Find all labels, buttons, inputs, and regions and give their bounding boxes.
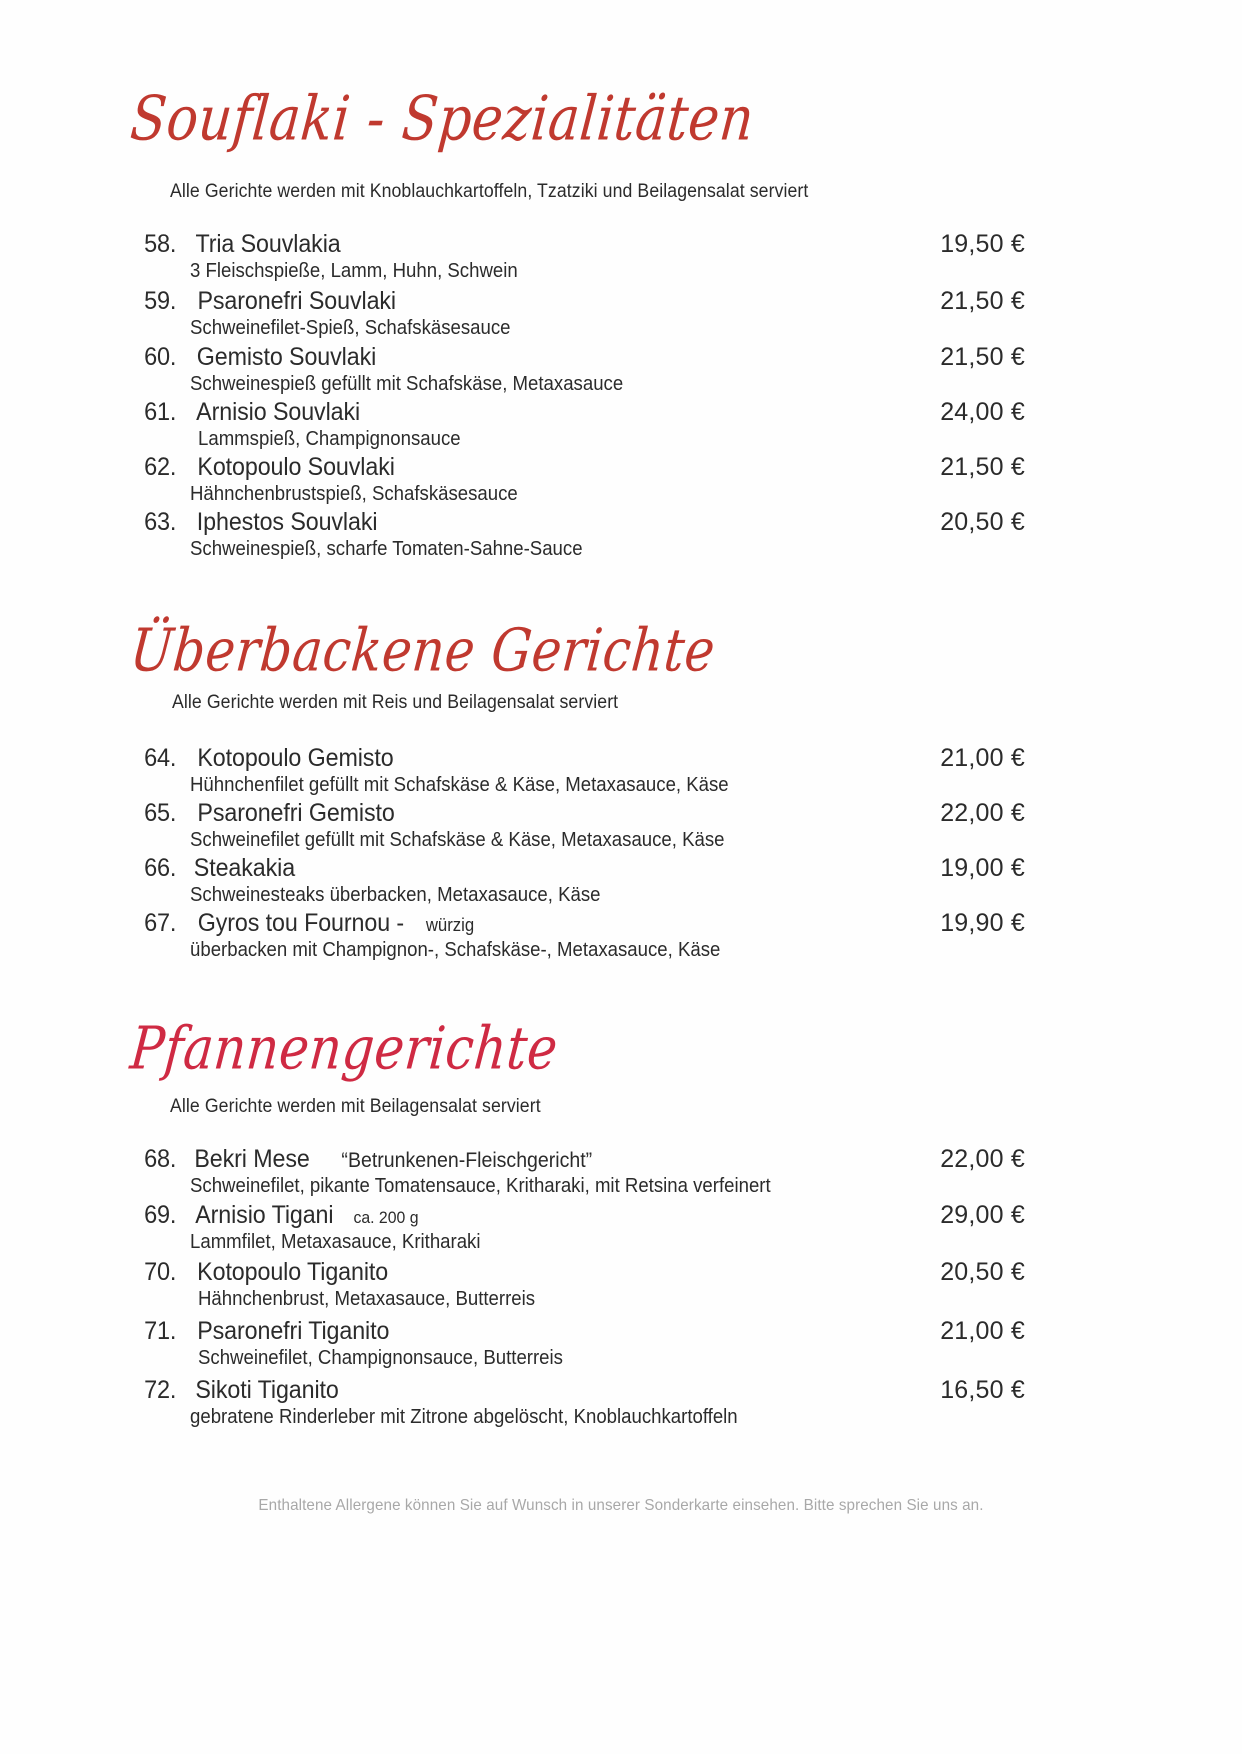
item-name: Kotopoulo Gemisto bbox=[197, 744, 394, 772]
item-description: Lammfilet, Metaxasauce, Kritharaki bbox=[190, 1231, 481, 1253]
item-name: Gyros tou Fournou - bbox=[197, 909, 405, 937]
item-description: Schweinespieß, scharfe Tomaten-Sahne-Sauce bbox=[190, 538, 583, 560]
item-qualifier: würzig bbox=[425, 915, 475, 935]
item-number: 58. bbox=[144, 230, 177, 258]
section-title-pfannengerichte: Pfannengerichte bbox=[127, 1014, 561, 1083]
item-price: 20,50 € bbox=[940, 508, 1025, 536]
item-description: Lammspieß, Champignonsauce bbox=[198, 428, 461, 450]
item-price: 19,50 € bbox=[940, 230, 1025, 258]
item-price: 21,50 € bbox=[940, 453, 1025, 481]
item-description: überbacken mit Champignon-, Schafskäse-, Metaxasauce, Käse bbox=[190, 939, 721, 961]
item-price: 16,50 € bbox=[940, 1376, 1025, 1404]
item-name: Kotopoulo Souvlaki bbox=[197, 453, 395, 481]
section-note-ueberbackene: Alle Gerichte werden mit Reis und Beilagensalat serviert bbox=[172, 692, 619, 713]
item-name: Psaronefri Souvlaki bbox=[197, 287, 397, 315]
allergen-note: Enthaltene Allergene können Sie auf Wunsch in unserer Sonderkarte einsehen. Bitte sprechen Sie uns an. bbox=[258, 1497, 984, 1514]
menu-item[interactable] bbox=[120, 230, 1025, 283]
menu-item[interactable] bbox=[120, 453, 1025, 506]
item-name: Psaronefri Tiganito bbox=[197, 1317, 390, 1345]
item-list-pfannengerichte bbox=[120, 1145, 1025, 1431]
item-number: 62. bbox=[144, 453, 177, 481]
item-description: gebratene Rinderleber mit Zitrone abgelöscht, Knoblauchkartoffeln bbox=[190, 1406, 738, 1428]
item-name: Steakakia bbox=[193, 854, 296, 882]
item-description: Schweinefilet-Spieß, Schafskäsesauce bbox=[190, 317, 511, 339]
item-qualifier: “Betrunkenen-Fleischgericht” bbox=[341, 1149, 593, 1172]
item-name: Sikoti Tiganito bbox=[195, 1376, 339, 1404]
item-number: 71. bbox=[144, 1317, 177, 1345]
item-price: 20,50 € bbox=[940, 1258, 1025, 1286]
menu-item[interactable] bbox=[120, 287, 1025, 340]
menu-item[interactable] bbox=[120, 744, 1025, 797]
item-name: Gemisto Souvlaki bbox=[196, 343, 377, 371]
item-qualifier: ca. 200 g bbox=[353, 1208, 419, 1227]
menu-item[interactable] bbox=[120, 1201, 1025, 1254]
item-number: 69. bbox=[144, 1201, 177, 1229]
item-price: 22,00 € bbox=[940, 799, 1025, 827]
item-name: Arnisio Souvlaki bbox=[196, 398, 361, 426]
menu-item[interactable] bbox=[120, 343, 1025, 396]
item-name: Bekri Mese bbox=[194, 1145, 310, 1173]
item-price: 19,00 € bbox=[940, 854, 1025, 882]
item-description: Schweinefilet gefüllt mit Schafskäse & Käse, Metaxasauce, Käse bbox=[190, 829, 725, 851]
menu-item[interactable] bbox=[120, 1376, 1025, 1429]
section-note-pfannengerichte: Alle Gerichte werden mit Beilagensalat serviert bbox=[170, 1096, 541, 1117]
menu-item[interactable] bbox=[120, 1317, 1025, 1370]
item-number: 70. bbox=[144, 1258, 177, 1286]
section-title-ueberbackene: Überbackene Gerichte bbox=[127, 616, 719, 685]
item-name: Psaronefri Gemisto bbox=[197, 799, 395, 827]
item-list-souflaki bbox=[120, 230, 1025, 563]
item-number: 64. bbox=[144, 744, 177, 772]
item-name: Tria Souvlakia bbox=[195, 230, 341, 258]
item-number: 61. bbox=[144, 398, 177, 426]
menu-item[interactable] bbox=[120, 854, 1025, 907]
item-price: 29,00 € bbox=[940, 1201, 1025, 1229]
menu-item[interactable] bbox=[120, 799, 1025, 852]
menu-item[interactable] bbox=[120, 508, 1025, 561]
section-note-souflaki: Alle Gerichte werden mit Knoblauchkartoffeln, Tzatziki und Beilagensalat serviert bbox=[170, 181, 809, 202]
section-title-souflaki: Souflaki - Spezialitäten bbox=[127, 83, 757, 155]
menu-item[interactable] bbox=[120, 909, 1025, 962]
item-description: Hähnchenbrustspieß, Schafskäsesauce bbox=[190, 483, 518, 505]
item-description: Schweinefilet, pikante Tomatensauce, Kritharaki, mit Retsina verfeinert bbox=[190, 1175, 771, 1197]
item-price: 21,50 € bbox=[940, 287, 1025, 315]
item-number: 66. bbox=[144, 854, 177, 882]
item-name: Iphestos Souvlaki bbox=[196, 508, 378, 536]
item-description: Schweinefilet, Champignonsauce, Butterreis bbox=[198, 1347, 563, 1369]
item-number: 59. bbox=[144, 287, 177, 315]
item-description: Hühnchenfilet gefüllt mit Schafskäse & Käse, Metaxasauce, Käse bbox=[190, 774, 729, 796]
menu-item[interactable] bbox=[120, 1258, 1025, 1311]
item-number: 68. bbox=[144, 1145, 177, 1173]
item-price: 21,00 € bbox=[940, 1317, 1025, 1345]
item-name: Kotopoulo Tiganito bbox=[197, 1258, 389, 1286]
menu-item[interactable] bbox=[120, 1145, 1025, 1198]
item-price: 21,50 € bbox=[940, 343, 1025, 371]
item-description: Schweinesteaks überbacken, Metaxasauce, Käse bbox=[190, 884, 601, 906]
item-price: 22,00 € bbox=[940, 1145, 1025, 1173]
item-number: 63. bbox=[144, 508, 177, 536]
item-name: Arnisio Tigani bbox=[195, 1201, 334, 1229]
item-price: 21,00 € bbox=[940, 744, 1025, 772]
item-list-ueberbackene bbox=[120, 744, 1025, 964]
item-price: 19,90 € bbox=[940, 909, 1025, 937]
item-number: 60. bbox=[144, 343, 177, 371]
item-number: 65. bbox=[144, 799, 177, 827]
item-number: 67. bbox=[144, 909, 177, 937]
item-description: Schweinespieß gefüllt mit Schafskäse, Metaxasauce bbox=[190, 373, 624, 395]
item-description: Hähnchenbrust, Metaxasauce, Butterreis bbox=[198, 1288, 536, 1310]
item-description: 3 Fleischspieße, Lamm, Huhn, Schwein bbox=[190, 260, 518, 282]
menu-item[interactable] bbox=[120, 398, 1025, 451]
item-number: 72. bbox=[144, 1376, 177, 1404]
item-price: 24,00 € bbox=[940, 398, 1025, 426]
